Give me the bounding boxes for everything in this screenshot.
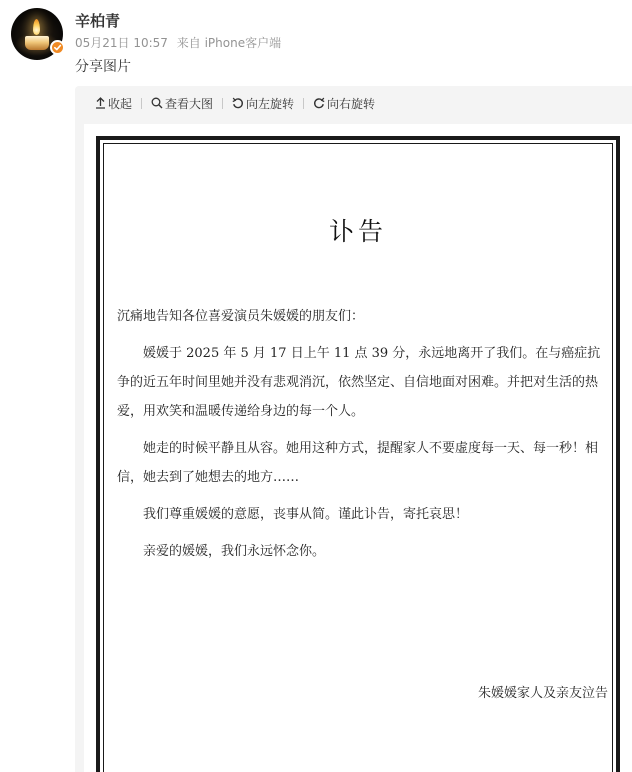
collapse-button[interactable] (95, 95, 132, 112)
rotate-right-label: 向右旋转 (327, 96, 376, 111)
search-icon (151, 97, 163, 109)
toolbar-divider (141, 98, 142, 109)
rotate-right-button[interactable] (313, 95, 375, 112)
verified-badge-icon (50, 40, 65, 55)
post-image[interactable] (84, 124, 632, 772)
post-meta (75, 34, 286, 51)
rotate-left-button[interactable] (232, 95, 294, 112)
post-date[interactable]: 05月21日 10:57 (75, 36, 168, 50)
notice-salutation: 沉痛地告知各位喜爱演员朱媛媛的朋友们： (117, 309, 365, 324)
notice-signature: 朱媛媛家人及亲友泣告 (477, 686, 608, 701)
candle-icon (25, 36, 49, 50)
rotate-left-icon (232, 97, 244, 109)
candle-flame-icon (33, 19, 40, 35)
notice-paragraph: 媛媛于 2025 年 5 月 17 日上午 11 点 39 分，永远地离开了我们。在与癌症抗争的近五年时间里她并没有悲观消沉，依然坚定、自信地面对困难。并把对生活的热爱，用欢笑和温暖传递给身边的每一个人。 (117, 346, 601, 419)
post-source: 来自 iPhone客户端 (176, 36, 282, 50)
toolbar-divider (222, 98, 223, 109)
notice-body (117, 302, 603, 574)
image-toolbar (75, 86, 632, 120)
obituary-notice (96, 136, 620, 772)
notice-paragraph: 她走的时候平静且从容。她用这种方式，提醒家人不要虚度每一天、每一秒！相信，她去到了她想去的地方…… (117, 441, 599, 485)
rotate-left-label: 向左旋转 (246, 96, 295, 111)
view-large-button[interactable] (151, 95, 213, 112)
toolbar-divider (303, 98, 304, 109)
collapse-icon (95, 97, 106, 109)
rotate-right-icon (313, 97, 325, 109)
notice-paragraph: 亲爱的媛媛，我们永远怀念你。 (143, 544, 326, 559)
view-large-label: 查看大图 (165, 96, 214, 111)
post-text: 分享图片 (75, 59, 131, 75)
media-panel (75, 86, 632, 772)
username[interactable]: 辛柏青 (75, 12, 121, 30)
notice-title: 讣告 (328, 217, 387, 246)
collapse-label: 收起 (108, 96, 133, 111)
notice-paragraph: 我们尊重媛媛的意愿，丧事从简。谨此讣告，寄托哀思！ (143, 507, 469, 522)
